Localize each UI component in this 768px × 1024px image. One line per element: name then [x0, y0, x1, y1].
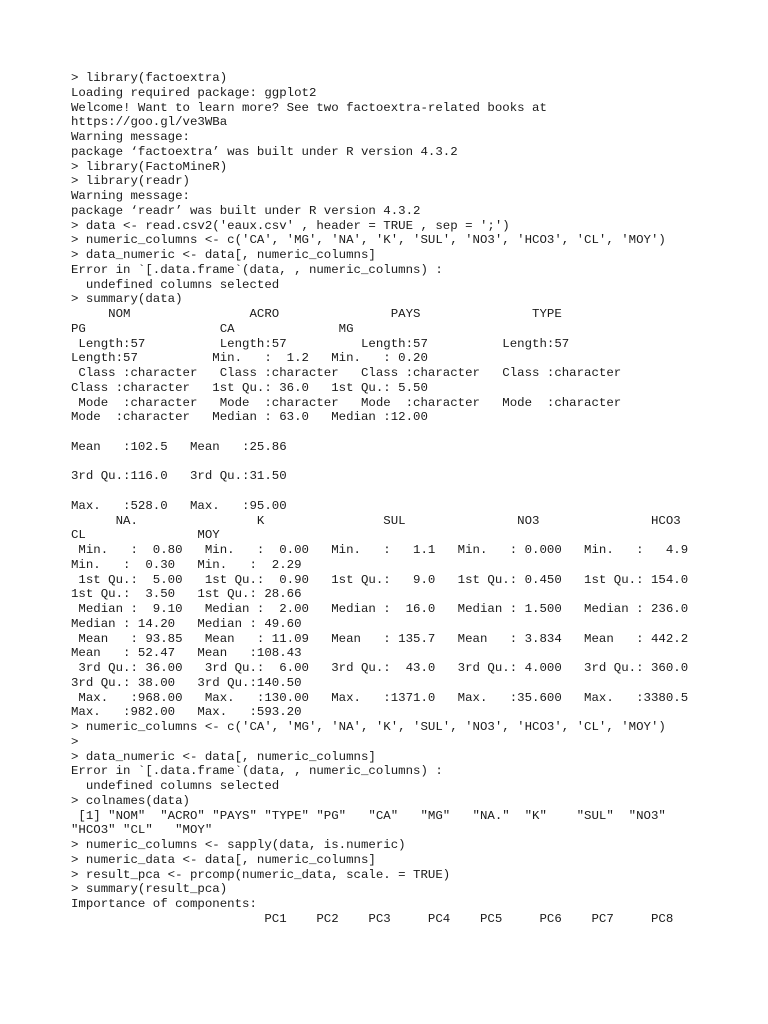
console-line: Length:57 Length:57 Length:57 Length:57: [71, 336, 570, 351]
console-line: PG CA MG: [71, 321, 354, 336]
console-line: Class :character 1st Qu.: 36.0 1st Qu.: 5.50: [71, 380, 428, 395]
console-line: > library(FactoMineR): [71, 159, 228, 174]
console-line: Mean :102.5 Mean :25.86: [71, 439, 287, 454]
console-line: Mean : 52.47 Mean :108.43: [71, 646, 302, 661]
console-line: CL MOY: [71, 528, 220, 543]
console-line: Mode :character Mode :character Mode :character Mode :character: [71, 395, 622, 410]
console-line: [1] "NOM" "ACRO" "PAYS" "TYPE" "PG" "CA" "MG" "NA." "K" "SUL" "NO3": [71, 808, 666, 823]
console-line: package ‘factoextra’ was built under R version 4.3.2: [71, 144, 458, 159]
console-line: undefined columns selected: [71, 277, 280, 292]
console-line: > colnames(data): [71, 793, 190, 808]
console-line: Length:57 Min. : 1.2 Min. : 0.20: [71, 351, 428, 366]
console-line: > numeric_columns <- sapply(data, is.numeric): [71, 838, 406, 852]
console-line: > numeric_data <- data[, numeric_columns]: [71, 852, 376, 867]
console-line: Min. : 0.80 Min. : 0.00 Min. : 1.1 Min. : 0.000 Min. : 4.9: [71, 543, 689, 557]
console-line: undefined columns selected: [71, 779, 280, 793]
console-line: Max. :968.00 Max. :130.00 Max. :1371.0 Max. :35.600 Max. :3380.5: [71, 690, 689, 705]
console-line: Max. :982.00 Max. :593.20: [71, 705, 302, 720]
console-line: Loading required package: ggplot2: [71, 85, 317, 100]
console-line: 3rd Qu.:116.0 3rd Qu.:31.50: [71, 469, 287, 484]
console-line: [71, 455, 751, 470]
console-line: "HCO3" "CL" "MOY": [71, 823, 213, 838]
console-line: Error in `[.data.frame`(data, , numeric_columns) :: [71, 262, 443, 277]
console-line: PC1 PC2 PC3 PC4 PC5 PC6 PC7 PC8: [71, 911, 674, 926]
console-line: > result_pca <- prcomp(numeric_data, scale. = TRUE): [71, 867, 451, 882]
console-line: Warning message:: [71, 130, 190, 144]
console-line: > numeric_columns <- c('CA', 'MG', 'NA', 'K', 'SUL', 'NO3', 'HCO3', 'CL', 'MOY'): [71, 720, 666, 734]
console-line: Welcome! Want to learn more? See two factoextra-related books at: [71, 100, 547, 115]
console-line: NOM ACRO PAYS TYPE: [71, 307, 562, 321]
console-line: Median : 14.20 Median : 49.60: [71, 616, 302, 631]
console-line: package ‘readr’ was built under R version 4.3.2: [71, 203, 421, 218]
console-line: Min. : 0.30 Min. : 2.29: [71, 557, 302, 572]
console-line: Max. :528.0 Max. :95.00: [71, 498, 287, 513]
console-line: > numeric_columns <- c('CA', 'MG', 'NA', 'K', 'SUL', 'NO3', 'HCO3', 'CL', 'MOY'): [71, 233, 666, 248]
console-line: > library(factoextra): [71, 71, 228, 85]
console-line: [71, 425, 751, 440]
console-line: >: [71, 734, 79, 749]
console-line: 3rd Qu.: 38.00 3rd Qu.:140.50: [71, 675, 302, 690]
console-line: > summary(result_pca): [71, 882, 228, 897]
console-line: Importance of components:: [71, 897, 257, 911]
console-line: 1st Qu.: 3.50 1st Qu.: 28.66: [71, 587, 302, 602]
r-console-output: [71, 71, 751, 927]
console-line: > library(readr): [71, 174, 190, 189]
console-line: Mean : 93.85 Mean : 11.09 Mean : 135.7 Mean : 3.834 Mean : 442.2: [71, 631, 689, 646]
console-line: > data <- read.csv2('eaux.csv' , header = TRUE , sep = ';'): [71, 218, 510, 233]
console-line: 3rd Qu.: 36.00 3rd Qu.: 6.00 3rd Qu.: 43.0 3rd Qu.: 4.000 3rd Qu.: 360.0: [71, 661, 689, 675]
console-line: Warning message:: [71, 189, 190, 203]
console-line: NA. K SUL NO3 HCO3: [71, 513, 681, 528]
console-line: [71, 484, 751, 499]
console-line: Error in `[.data.frame`(data, , numeric_columns) :: [71, 764, 443, 779]
console-line: Median : 9.10 Median : 2.00 Median : 16.0 Median : 1.500 Median : 236.0: [71, 602, 689, 616]
console-line: > data_numeric <- data[, numeric_columns]: [71, 749, 376, 764]
console-line: > summary(data): [71, 292, 183, 307]
console-line: > data_numeric <- data[, numeric_columns]: [71, 248, 376, 262]
console-line: Class :character Class :character Class :character Class :character: [71, 366, 622, 380]
console-line: 1st Qu.: 5.00 1st Qu.: 0.90 1st Qu.: 9.0 1st Qu.: 0.450 1st Qu.: 154.0: [71, 572, 689, 587]
console-line: https://goo.gl/ve3WBa: [71, 115, 228, 130]
console-line: Mode :character Median : 63.0 Median :12.00: [71, 410, 428, 425]
